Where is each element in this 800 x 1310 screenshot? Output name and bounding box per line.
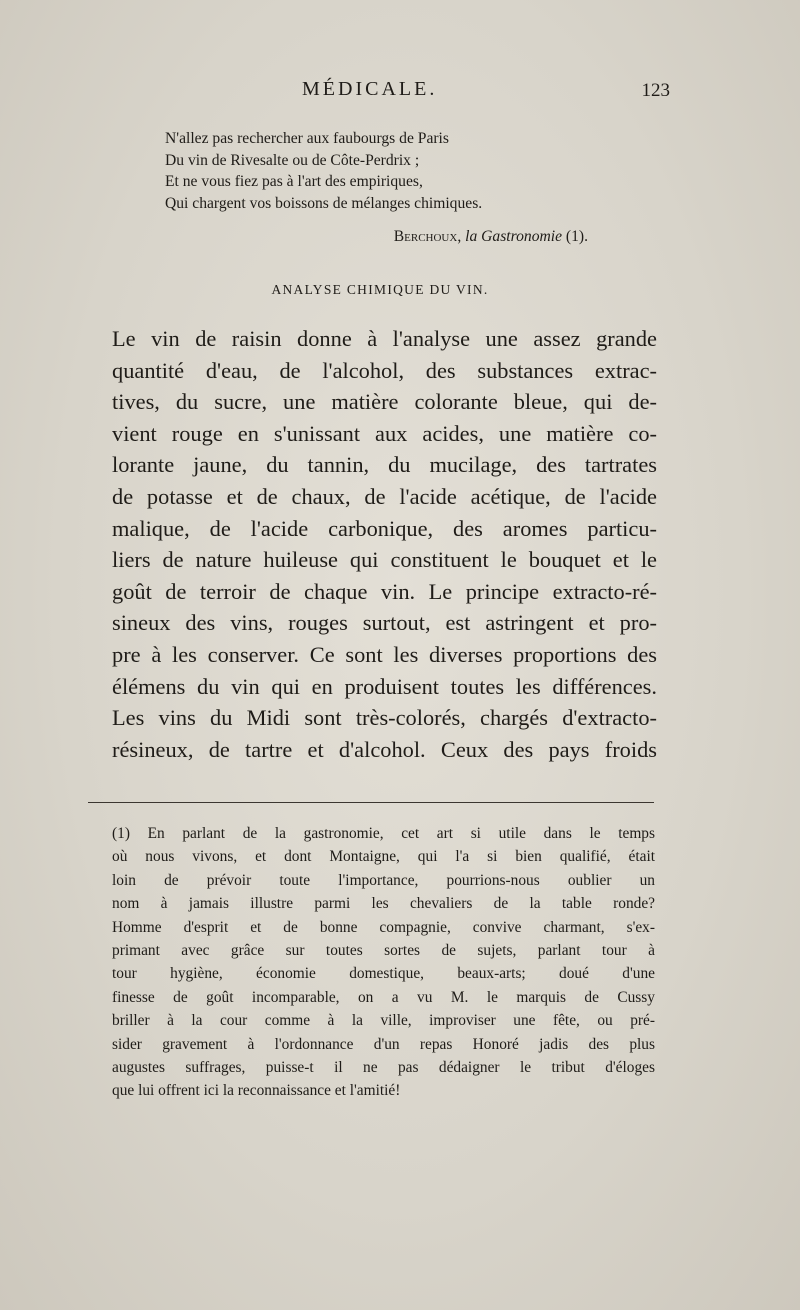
- footnote-separator-rule: [88, 802, 654, 803]
- attribution-separator: ,: [457, 228, 466, 245]
- footnote-line: nom à jamais illustre parmi les chevaliers de la table ronde?: [112, 895, 655, 913]
- body-line: quantité d'eau, de l'alcohol, des substances extrac-: [112, 357, 657, 383]
- attribution-author: Berchoux: [393, 228, 458, 245]
- attribution-note: (1).: [562, 228, 588, 245]
- footnote-line: (1) En parlant de la gastronomie, cet art si utile dans le temps: [112, 825, 655, 842]
- verse-line: N'allez pas rechercher aux faubourgs de Paris: [165, 130, 449, 147]
- body-line: liers de nature huileuse qui constituent le bouquet et le: [112, 547, 657, 573]
- running-title: MÉDICALE.: [302, 78, 438, 100]
- body-line: pre à les conserver. Ce sont les diverses proportions des: [112, 641, 657, 667]
- body-line: goût de terroir de chaque vin. Le principe extracto-ré-: [112, 578, 657, 604]
- verse-line: Du vin de Rivesalte ou de Côte-Perdrix ;: [165, 151, 420, 169]
- body-line: résineux, de tartre et d'alcohol. Ceux des pays froids: [112, 736, 657, 762]
- body-line: vient rouge en s'unissant aux acides, une matière co-: [112, 420, 657, 446]
- body-paragraph: [112, 323, 657, 765]
- body-line: lorante jaune, du tannin, du mucilage, des tartrates: [112, 452, 657, 478]
- footnote-line: loin de prévoir toute l'importance, pourrions-nous oublier un: [112, 871, 655, 889]
- running-head: [90, 78, 670, 108]
- verse-attribution: [394, 228, 588, 246]
- body-line: élémens du vin qui en produisent toutes les différences.: [112, 673, 657, 699]
- footnote-line: sider gravement à l'ordonnance d'un repas Honoré jadis des plus: [112, 1035, 655, 1053]
- footnote-line: finesse de goût incomparable, on a vu M. le marquis de Cussy: [112, 988, 655, 1006]
- footnote-line: Homme d'esprit et de bonne compagnie, convive charmant, s'ex-: [112, 918, 655, 936]
- body-line: malique, de l'acide carbonique, des aromes particu-: [112, 515, 657, 541]
- body-line: sineux des vins, rouges surtout, est astringent et pro-: [112, 610, 657, 636]
- footnote-line: augustes suffrages, puisse-t il ne pas dédaigner le tribut d'éloges: [112, 1059, 655, 1077]
- footnote: [112, 822, 655, 1103]
- verse-line: Qui chargent vos boissons de mélanges chimiques.: [165, 194, 483, 212]
- section-heading: ANALYSE CHIMIQUE DU VIN.: [271, 282, 489, 297]
- footnote-line: que lui offrent ici la reconnaissance et l'amitié!: [112, 1082, 401, 1100]
- footnote-line: où nous vivons, et dont Montaigne, qui l'a si bien qualifié, était: [112, 848, 655, 866]
- body-line: Les vins du Midi sont très-colorés, chargés d'extracto-: [112, 705, 657, 731]
- page-number: 123: [641, 80, 670, 101]
- verse-epigraph: [165, 128, 595, 214]
- body-line: de potasse et de chaux, de l'acide acétique, de l'acide: [112, 483, 657, 509]
- footnote-line: briller à la cour comme à la ville, improviser une fête, ou pré-: [112, 1012, 655, 1030]
- body-line: tives, du sucre, une matière colorante bleue, qui de-: [112, 389, 657, 415]
- footnote-line: tour hygiène, économie domestique, beaux-arts; doué d'une: [112, 965, 655, 983]
- attribution-work: la Gastronomie: [465, 228, 563, 245]
- verse-line: Et ne vous fiez pas à l'art des empiriques,: [165, 173, 423, 190]
- footnote-line: primant avec grâce sur toutes sortes de sujets, parlant tour à: [112, 942, 655, 960]
- body-line: Le vin de raisin donne à l'analyse une assez grande: [112, 326, 657, 351]
